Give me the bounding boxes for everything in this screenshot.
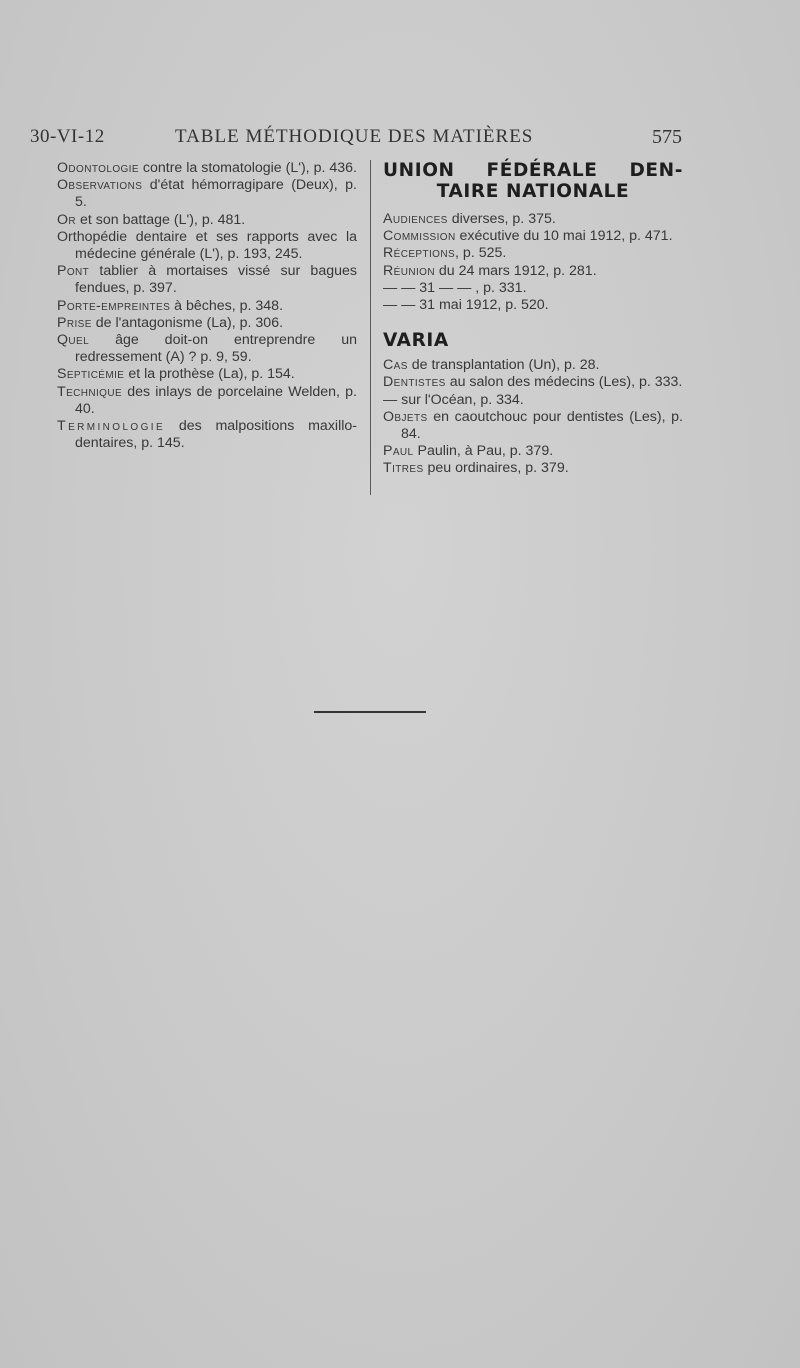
index-entry	[57, 229, 357, 263]
entry-term: Cas	[383, 357, 408, 374]
entry-text: à bêches, p. 348.	[174, 297, 284, 314]
entry-term: Or	[57, 211, 77, 228]
varia-entries	[383, 357, 683, 477]
entry-text: — — 31 — — , p. 331.	[383, 279, 527, 296]
entry-text: d'état hémorragipare (Deux), p. 5.	[75, 177, 357, 211]
index-entry	[383, 263, 683, 280]
entry-term: Technique	[57, 383, 123, 400]
entry-text: des inlays de porcelaine Welden, p. 40.	[75, 383, 357, 417]
index-entry	[57, 315, 357, 332]
entry-text: , p. 525.	[455, 245, 507, 262]
entry-text: — — 31 mai 1912, p. 520.	[383, 297, 549, 314]
entry-term: Audiences	[383, 211, 448, 227]
entry-term: Terminologie	[57, 418, 166, 435]
left-column	[57, 160, 357, 452]
entry-term: Titres	[383, 460, 424, 477]
index-entry	[57, 212, 357, 229]
entry-text: et la prothèse (La), p. 154.	[128, 366, 295, 383]
section-title-line1: UNION FÉDÉRALE DEN-	[383, 160, 683, 181]
entry-text: Orthopédie dentaire et ses rapports avec la médecine générale (L'), p. 193, 245.	[57, 228, 357, 263]
index-entry	[383, 280, 683, 297]
index-entry	[383, 443, 683, 460]
page-number: 575	[652, 126, 682, 148]
section-title-line2: TAIRE NATIONALE	[436, 181, 630, 202]
section-title-union	[383, 160, 683, 202]
entry-text: — sur l'Océan, p. 334.	[383, 391, 524, 408]
entry-term: Odontologie	[57, 160, 139, 176]
column-divider	[370, 160, 371, 495]
index-entry	[57, 177, 357, 211]
entry-text: contre la stomatologie (L'), p. 436.	[142, 160, 357, 176]
entry-term: Pont	[57, 263, 90, 280]
union-entries	[383, 211, 683, 314]
index-entry	[383, 392, 683, 409]
index-entry	[57, 366, 357, 383]
section-title-varia: VARIA	[383, 330, 449, 352]
index-entry	[383, 374, 683, 391]
index-entry	[383, 460, 683, 477]
entry-term: Commission	[383, 228, 456, 245]
page-header	[30, 126, 682, 152]
entry-text: et son battage (L'), p. 481.	[80, 211, 246, 228]
entry-text: en caoutchouc pour dentistes (Les), p. 84.	[401, 408, 683, 443]
index-entry	[383, 228, 683, 245]
entry-text: tablier à mortaises vissé sur bagues fendues, p. 397.	[75, 263, 357, 297]
right-column	[383, 160, 683, 478]
entry-text: des malpositions maxillo-dentaires, p. 145.	[75, 418, 357, 452]
index-entry	[383, 245, 683, 262]
entry-text: peu ordinaires, p. 379.	[427, 460, 569, 477]
entry-term: Observations	[57, 177, 143, 194]
entry-text: au salon des médecins (Les), p. 333.	[449, 374, 683, 391]
entry-term: Réceptions	[383, 245, 456, 262]
index-entry	[57, 160, 357, 177]
entry-text: de l'antagonisme (La), p. 306.	[95, 314, 284, 331]
entry-term: Dentistes	[383, 374, 446, 391]
entry-text: du 24 mars 1912, p. 281.	[438, 262, 597, 279]
index-entry	[57, 418, 357, 452]
index-entry	[383, 409, 683, 443]
index-entry	[383, 357, 683, 374]
index-entry	[383, 297, 683, 314]
entry-term: Objets	[383, 408, 428, 425]
header-title: TABLE MÉTHODIQUE DES MATIÈRES	[175, 126, 534, 147]
entry-term: Porte-empreintes	[57, 297, 171, 314]
entry-text: âge doit-on entreprendre un redressement (A) ? p. 9, 59.	[75, 332, 357, 366]
entry-text: de transplantation (Un), p. 28.	[411, 357, 600, 374]
index-entry	[383, 211, 683, 228]
entry-text: diverses, p. 375.	[451, 211, 556, 227]
entry-term: Septicémie	[57, 366, 125, 383]
index-entry	[57, 298, 357, 315]
entry-term: Quel	[57, 332, 90, 349]
entry-text: exécutive du 10 mai 1912, p. 471.	[459, 228, 673, 245]
entry-term: Paul	[383, 443, 414, 460]
entry-text: Paulin, à Pau, p. 379.	[417, 443, 554, 460]
entry-term: Réunion	[383, 262, 435, 279]
header-date: 30-VI-12	[30, 126, 105, 147]
index-entry	[57, 384, 357, 418]
index-entry	[57, 332, 357, 366]
end-rule	[314, 711, 426, 713]
index-entry	[57, 263, 357, 297]
entry-term: Prise	[57, 314, 92, 331]
